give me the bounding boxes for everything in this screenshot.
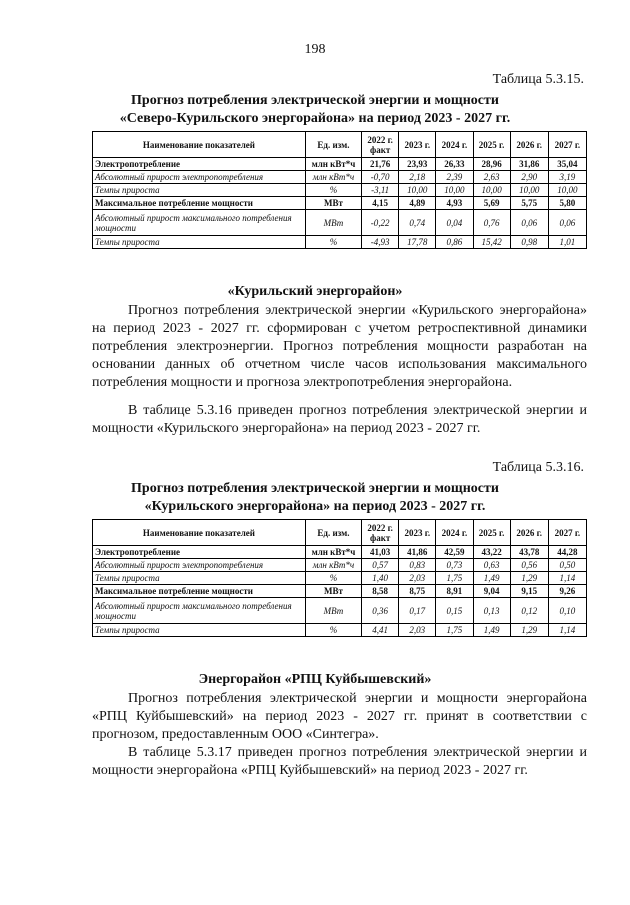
value-cell: 0,76 — [473, 210, 510, 236]
col-header-2026: 2026 г. — [510, 520, 548, 546]
col-header-2024: 2024 г. — [436, 132, 473, 158]
section1-paragraph1: Прогноз потребления электрической энергии «Курильского энергорайона» на период 2023 - 2027 гг. сформирован с учетом ретроспективной динамики потребления электроэнергии. Прогноз потребления мощности разработан на основании данных об отчетном числе часов использования максимального потребления мощности и прогноза электропотребления энергорайона. — [92, 303, 587, 390]
section2-paragraph1: Прогноз потребления электрической энергии и мощности энергорайона «РПЦ Куйбышевский» на период 2023 - 2027 гг. принят в соответствии с прогнозом, предоставленным ООО «Синтегра». — [92, 691, 587, 742]
table2-title-line2: «Курильского энергорайона» на период 2023 - 2027 гг. — [144, 499, 486, 514]
value-cell: 0,10 — [548, 598, 586, 624]
value-cell: 43,22 — [473, 546, 510, 559]
table1-title-line1: Прогноз потребления электрической энергии и мощности — [131, 93, 499, 108]
value-cell: 10,00 — [399, 184, 436, 197]
row-unit: % — [305, 572, 361, 585]
value-cell: 4,15 — [362, 197, 399, 210]
table1-label: Таблица 5.3.15. — [492, 72, 584, 87]
value-cell: 10,00 — [473, 184, 510, 197]
section2-heading: Энергорайон «РПЦ Куйбышевский» — [198, 672, 432, 687]
value-cell: 9,04 — [473, 585, 510, 598]
value-cell: 0,36 — [362, 598, 399, 624]
value-cell: -4,93 — [362, 236, 399, 249]
value-cell: 17,78 — [399, 236, 436, 249]
value-cell: 9,15 — [510, 585, 548, 598]
row-name: Электропотребление — [93, 158, 306, 171]
col-header-2027: 2027 г. — [548, 520, 586, 546]
table-row — [93, 158, 587, 171]
value-cell: 0,63 — [473, 559, 510, 572]
row-name: Темпы прироста — [93, 236, 306, 249]
value-cell: 5,75 — [510, 197, 548, 210]
value-cell: 43,78 — [510, 546, 548, 559]
value-cell: 2,03 — [399, 572, 436, 585]
table-row — [93, 572, 587, 585]
value-cell: 0,57 — [362, 559, 399, 572]
value-cell: 2,03 — [399, 624, 436, 637]
value-cell: 5,69 — [473, 197, 510, 210]
table1-title-line2: «Северо-Курильского энергорайона» на период 2023 - 2027 гг. — [119, 111, 511, 126]
value-cell: 0,04 — [436, 210, 473, 236]
row-name: Темпы прироста — [93, 624, 306, 637]
col-header-2024: 2024 г. — [436, 520, 473, 546]
table-row — [93, 210, 587, 236]
value-cell: 1,49 — [473, 624, 510, 637]
col-header-2022: 2022 г. факт — [362, 132, 399, 158]
table-row — [93, 559, 587, 572]
value-cell: 8,75 — [399, 585, 436, 598]
row-unit: млн кВт*ч — [305, 559, 361, 572]
row-name: Максимальное потребление мощности — [93, 197, 306, 210]
value-cell: 1,14 — [548, 572, 586, 585]
value-cell: 44,28 — [548, 546, 586, 559]
value-cell: 3,19 — [548, 171, 586, 184]
table1-header-row — [93, 132, 587, 158]
col-header-2022: 2022 г. факт — [362, 520, 399, 546]
value-cell: 2,18 — [399, 171, 436, 184]
value-cell: 0,50 — [548, 559, 586, 572]
table-row — [93, 598, 587, 624]
row-unit: % — [305, 624, 361, 637]
col-header-2027: 2027 г. — [548, 132, 586, 158]
row-name: Абсолютный прирост максимального потребления мощности — [93, 598, 306, 624]
value-cell: 1,75 — [436, 624, 473, 637]
table1 — [92, 131, 587, 249]
value-cell: -3,11 — [362, 184, 399, 197]
row-name: Электропотребление — [93, 546, 306, 559]
table-row — [93, 171, 587, 184]
row-unit: млн кВт*ч — [305, 546, 361, 559]
value-cell: -0,70 — [362, 171, 399, 184]
row-unit: МВт — [305, 210, 361, 236]
row-unit: МВт — [305, 197, 361, 210]
value-cell: 0,06 — [510, 210, 548, 236]
col-header-2025: 2025 г. — [473, 520, 510, 546]
value-cell: 1,29 — [510, 572, 548, 585]
col-header-unit: Ед. изм. — [305, 520, 361, 546]
value-cell: 0,17 — [399, 598, 436, 624]
value-cell: 0,74 — [399, 210, 436, 236]
value-cell: 5,80 — [548, 197, 586, 210]
value-cell: 15,42 — [473, 236, 510, 249]
value-cell: 41,03 — [362, 546, 399, 559]
row-unit: % — [305, 184, 361, 197]
table-row — [93, 236, 587, 249]
table2-title-line1: Прогноз потребления электрической энергии и мощности — [131, 481, 499, 496]
row-name: Абсолютный прирост электропотребления — [93, 171, 306, 184]
row-name: Темпы прироста — [93, 572, 306, 585]
value-cell: 1,14 — [548, 624, 586, 637]
value-cell: 23,93 — [399, 158, 436, 171]
row-unit: % — [305, 236, 361, 249]
col-header-name: Наименование показателей — [93, 132, 306, 158]
value-cell: 0,98 — [510, 236, 548, 249]
value-cell: 10,00 — [510, 184, 548, 197]
section1-paragraph2: В таблице 5.3.16 приведен прогноз потребления электрической энергии и мощности «Курильского энергорайона» на период 2023 - 2027 гг. — [92, 403, 587, 436]
value-cell: 0,06 — [548, 210, 586, 236]
row-name: Максимальное потребление мощности — [93, 585, 306, 598]
value-cell: 9,26 — [548, 585, 586, 598]
table-row — [93, 197, 587, 210]
col-header-unit: Ед. изм. — [305, 132, 361, 158]
value-cell: 8,58 — [362, 585, 399, 598]
value-cell: 2,63 — [473, 171, 510, 184]
value-cell: 4,89 — [399, 197, 436, 210]
value-cell: 1,49 — [473, 572, 510, 585]
col-header-2026: 2026 г. — [510, 132, 548, 158]
col-header-name: Наименование показателей — [93, 520, 306, 546]
value-cell: 26,33 — [436, 158, 473, 171]
row-unit: МВт — [305, 598, 361, 624]
table-row — [93, 184, 587, 197]
row-name: Темпы прироста — [93, 184, 306, 197]
value-cell: 8,91 — [436, 585, 473, 598]
value-cell: 1,01 — [548, 236, 586, 249]
row-unit: млн кВт*ч — [305, 171, 361, 184]
page-number: 198 — [304, 42, 326, 57]
table2-header-row — [93, 520, 587, 546]
col-header-2023: 2023 г. — [399, 132, 436, 158]
value-cell: 0,83 — [399, 559, 436, 572]
value-cell: 21,76 — [362, 158, 399, 171]
table-row — [93, 546, 587, 559]
col-header-2023: 2023 г. — [399, 520, 436, 546]
table-row — [93, 624, 587, 637]
value-cell: 1,75 — [436, 572, 473, 585]
value-cell: 0,86 — [436, 236, 473, 249]
value-cell: 4,41 — [362, 624, 399, 637]
value-cell: 1,40 — [362, 572, 399, 585]
value-cell: 0,13 — [473, 598, 510, 624]
value-cell: 1,29 — [510, 624, 548, 637]
value-cell: 2,39 — [436, 171, 473, 184]
value-cell: 0,15 — [436, 598, 473, 624]
value-cell: 0,12 — [510, 598, 548, 624]
value-cell: 28,96 — [473, 158, 510, 171]
value-cell: 41,86 — [399, 546, 436, 559]
value-cell: 0,56 — [510, 559, 548, 572]
row-name: Абсолютный прирост электропотребления — [93, 559, 306, 572]
table-row — [93, 585, 587, 598]
value-cell: 0,73 — [436, 559, 473, 572]
table2 — [92, 519, 587, 637]
value-cell: 10,00 — [548, 184, 586, 197]
row-name: Абсолютный прирост максимального потребления мощности — [93, 210, 306, 236]
value-cell: 4,93 — [436, 197, 473, 210]
section1-heading: «Курильский энергорайон» — [227, 284, 403, 299]
table2-label: Таблица 5.3.16. — [492, 460, 584, 475]
value-cell: 2,90 — [510, 171, 548, 184]
value-cell: 31,86 — [510, 158, 548, 171]
value-cell: 42,59 — [436, 546, 473, 559]
section2-paragraph2: В таблице 5.3.17 приведен прогноз потребления электрической энергии и мощности энергорайона «РПЦ Куйбышевский» на период 2023 - 2027 гг. — [92, 745, 587, 778]
row-unit: МВт — [305, 585, 361, 598]
value-cell: -0,22 — [362, 210, 399, 236]
value-cell: 35,04 — [548, 158, 586, 171]
value-cell: 10,00 — [436, 184, 473, 197]
col-header-2025: 2025 г. — [473, 132, 510, 158]
row-unit: млн кВт*ч — [305, 158, 361, 171]
